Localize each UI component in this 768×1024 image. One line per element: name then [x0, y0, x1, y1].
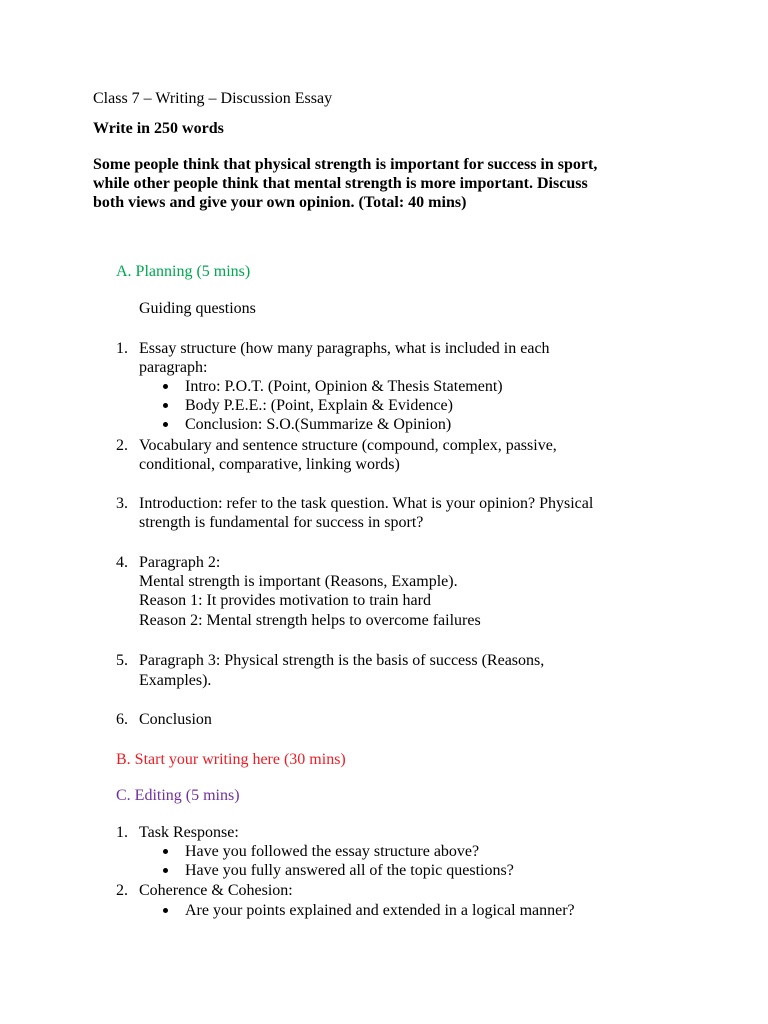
- list-item-text: Coherence & Cohesion:: [139, 882, 293, 899]
- list-item-text: strength is fundamental for success in sport?: [139, 514, 424, 531]
- list-item-text: Task Response:: [139, 824, 239, 841]
- list-item-text: Vocabulary and sentence structure (compound, complex, passive,: [139, 437, 557, 454]
- list-item-number: 6.: [116, 711, 128, 728]
- guiding-questions-label: Guiding questions: [139, 300, 256, 317]
- list-item-text: Reason 1: It provides motivation to train hard: [139, 592, 431, 609]
- list-item-number: 2.: [116, 882, 128, 899]
- section-heading-editing: C. Editing (5 mins): [116, 787, 240, 804]
- bullet-item-text: Have you fully answered all of the topic questions?: [185, 862, 514, 879]
- list-item-text: Paragraph 2:: [139, 554, 221, 571]
- list-item-number: 1.: [116, 824, 128, 841]
- document-title: Class 7 – Writing – Discussion Essay: [93, 90, 333, 107]
- section-heading-writing: B. Start your writing here (30 mins): [116, 751, 346, 768]
- bullet-icon: [163, 384, 168, 389]
- list-item-text: Reason 2: Mental strength helps to overcome failures: [139, 612, 481, 629]
- bullet-item-text: Are your points explained and extended in a logical manner?: [185, 902, 575, 919]
- bullet-item-text: Body P.E.E.: (Point, Explain & Evidence): [185, 397, 453, 414]
- list-item-text: conditional, comparative, linking words): [139, 456, 400, 473]
- list-item-number: 1.: [116, 340, 128, 357]
- bullet-icon: [163, 868, 168, 873]
- list-item-text: Mental strength is important (Reasons, Example).: [139, 573, 458, 590]
- bullet-item-text: Intro: P.O.T. (Point, Opinion & Thesis Statement): [185, 378, 503, 395]
- bullet-item-text: Have you followed the essay structure above?: [185, 843, 480, 860]
- list-item-text: Essay structure (how many paragraphs, what is included in each: [139, 340, 550, 357]
- bullet-icon: [163, 403, 168, 408]
- list-item-text: paragraph:: [139, 359, 208, 376]
- list-item-text: Conclusion: [139, 711, 212, 728]
- list-item-number: 5.: [116, 652, 128, 669]
- list-item-number: 4.: [116, 554, 128, 571]
- task-prompt-line: both views and give your own opinion. (Total: 40 mins): [93, 194, 467, 211]
- list-item-number: 3.: [116, 495, 128, 512]
- list-item-text: Introduction: refer to the task question. What is your opinion? Physical: [139, 495, 594, 512]
- task-prompt-line: while other people think that mental strength is more important. Discuss: [93, 175, 588, 192]
- task-prompt-line: Some people think that physical strength is important for success in sport,: [93, 156, 598, 173]
- bullet-icon: [163, 422, 168, 427]
- word-count-instruction: Write in 250 words: [93, 120, 224, 137]
- bullet-item-text: Conclusion: S.O.(Summarize & Opinion): [185, 416, 452, 433]
- section-heading-planning: A. Planning (5 mins): [116, 263, 251, 280]
- bullet-icon: [163, 908, 168, 913]
- bullet-icon: [163, 849, 168, 854]
- list-item-number: 2.: [116, 437, 128, 454]
- list-item-text: Examples).: [139, 672, 212, 689]
- list-item-text: Paragraph 3: Physical strength is the basis of success (Reasons,: [139, 652, 545, 669]
